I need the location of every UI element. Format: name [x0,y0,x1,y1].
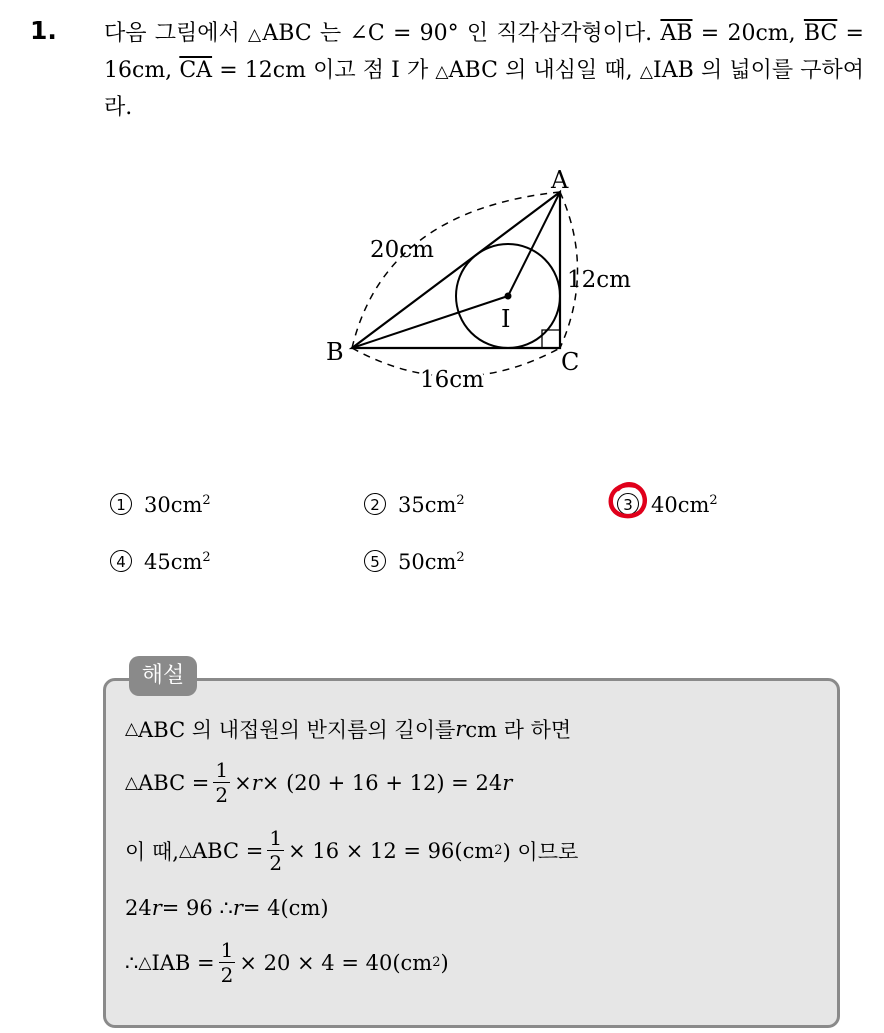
triangle-icon: △ [639,62,654,82]
choice-3[interactable]: 3 $40cm^2$ [617,486,718,520]
triangle-figure [300,160,660,400]
label-i: I [501,305,511,333]
fraction: $\frac{1}{2}$ [269,826,283,875]
solution-tag: 해설 [129,656,197,696]
solution-line-5: ∴ △ IAB = $\frac{1}{2}$ × 20 × 4 = 40(cm 2 ) [125,938,449,987]
question-text: 다음 그림에서 △ABC 는 ∠C = 90° 인 직각삼각형이다. $\overline{AB} = 20cm$, $\overline{BC} = 16cm$, $\overline{CA} = 12cm$ 이고 점 I 가 △ABC 의 내심일 때, △IAB 의 넓이를 구하여라. [104,21,865,120]
solution-line-1: △ ABC 의 내접원의 반지름의 길이를 r cm 라 하면 [125,717,572,742]
triangle-icon: △ [125,772,139,793]
choice-2[interactable]: 2 $35cm^2$ [364,486,465,520]
choice-1[interactable]: 1 $30cm^2$ [110,486,211,520]
answer-circle-mark-icon [606,480,650,522]
label-len-ca: 12cm [567,267,631,293]
choice-4[interactable]: 4 $45cm^2$ [110,543,211,577]
triangle-icon: △ [248,25,263,45]
solution-line-4: 24 r = 96 ∴ r = 4(cm) [125,896,329,920]
choice-5[interactable]: 5 $50cm^2$ [364,543,465,577]
label-b: B [326,338,344,366]
triangle-icon: △ [125,719,139,739]
label-len-bc: 16cm [420,367,484,393]
point-i [505,293,512,300]
fraction: $\frac{1}{2}$ [215,758,229,807]
triangle-icon: △ [435,62,449,82]
label-a: A [551,166,569,194]
solution-line-3: 이 때, △ ABC = $\frac{1}{2}$ × 16 × 12 = 96(cm 2 ) 이므로 [125,826,579,875]
fraction: $\frac{1}{2}$ [220,938,234,987]
segment-ib [352,296,511,348]
triangle-icon: △ [178,840,193,861]
label-len-ab: 20cm [370,237,434,263]
question-number: 1. [30,16,57,45]
triangle-abc [352,192,560,348]
solution-line-2: △ ABC = $\frac{1}{2}$ × r × (20 + 16 + 12) = 24 r [125,758,513,807]
label-c: C [561,348,580,376]
triangle-icon: △ [138,952,152,973]
